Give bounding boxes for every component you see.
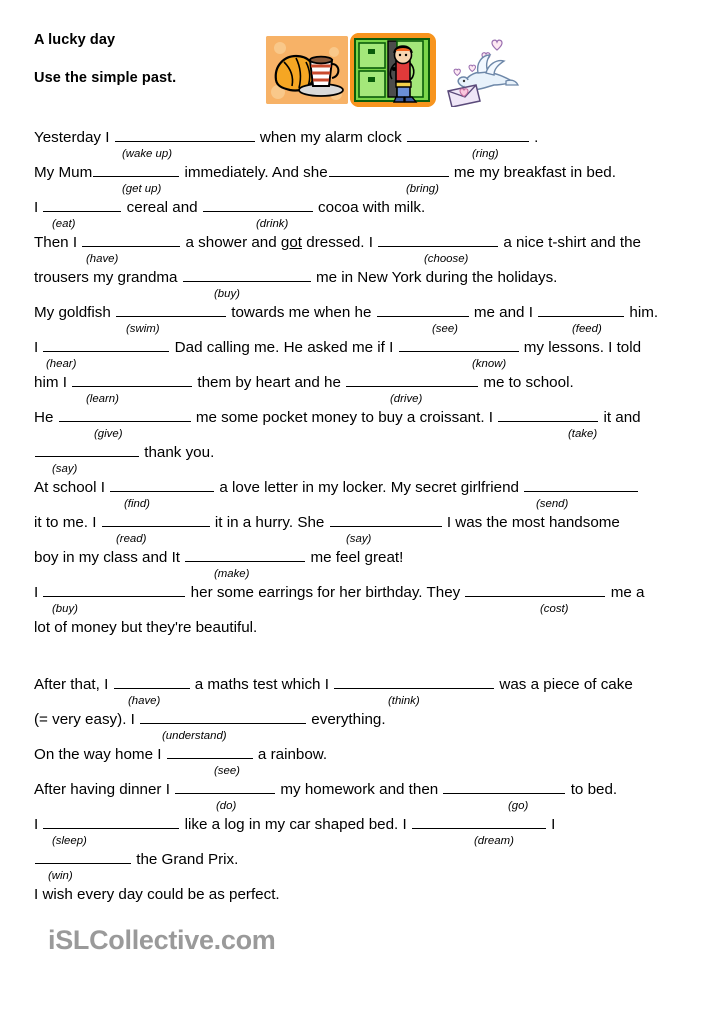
sentence-fragment: it and <box>599 409 641 426</box>
hint-row <box>34 638 702 651</box>
sentence-fragment: Dad calling me. He asked me if I <box>170 339 398 356</box>
answer-blank[interactable] <box>43 583 185 597</box>
sentence-fragment: me in New York during the holidays. <box>311 269 558 286</box>
underlined-word: got <box>280 234 303 251</box>
sentence-text <box>34 268 702 288</box>
answer-blank[interactable] <box>329 163 449 177</box>
sentence-fragment: like a log in my car shaped bed. I <box>180 816 411 833</box>
sentence-fragment: her some earrings for her birthday. They <box>186 584 465 601</box>
verb-hint: (get up) <box>122 183 162 195</box>
sentence-fragment: me some pocket money to buy a croissant. I <box>191 409 498 426</box>
verb-hint: (sleep) <box>52 835 87 847</box>
sentence-fragment: At school I <box>34 479 110 496</box>
answer-blank[interactable] <box>43 198 121 212</box>
sentence-fragment: a love letter in my locker. My secret girlfriend <box>215 479 524 496</box>
sentence-fragment: dressed. I <box>302 234 378 251</box>
verb-hint: (know) <box>472 358 507 370</box>
verb-hint: (think) <box>388 695 420 707</box>
answer-blank[interactable] <box>185 548 305 562</box>
sentence-text <box>34 303 702 323</box>
worksheet-line <box>34 850 702 885</box>
answer-blank[interactable] <box>59 408 191 422</box>
hint-row <box>34 765 702 778</box>
sentence-text <box>34 710 702 730</box>
verb-hint: (buy) <box>52 603 78 615</box>
verb-hint: (say) <box>52 463 78 475</box>
sentence-fragment: Then I <box>34 234 82 251</box>
answer-blank[interactable] <box>102 513 210 527</box>
worksheet-body <box>34 128 702 920</box>
sentence-fragment: to bed. <box>566 781 618 798</box>
answer-blank[interactable] <box>334 675 494 689</box>
islcollective-logo: iSLCollective.com <box>48 925 276 955</box>
sentence-text <box>34 478 702 498</box>
verb-hint: (dream) <box>474 835 514 847</box>
sentence-fragment: I <box>34 199 43 216</box>
sentence-fragment: a maths test which I <box>190 676 334 693</box>
verb-hint: (bring) <box>406 183 439 195</box>
sentence-text <box>34 198 702 218</box>
sentence-fragment: After that, I <box>34 676 113 693</box>
verb-hint: (find) <box>124 498 150 510</box>
hint-row <box>34 695 702 708</box>
verb-hint: (have) <box>86 253 119 265</box>
answer-blank[interactable] <box>538 303 624 317</box>
worksheet-line <box>34 710 702 745</box>
sentence-text <box>34 850 702 870</box>
answer-blank[interactable] <box>35 850 131 864</box>
answer-blank[interactable] <box>330 513 442 527</box>
answer-blank[interactable] <box>524 478 638 492</box>
worksheet-line <box>34 373 702 408</box>
hint-row <box>34 358 702 371</box>
answer-blank[interactable] <box>378 233 498 247</box>
answer-blank[interactable] <box>203 198 313 212</box>
verb-hint: (learn) <box>86 393 119 405</box>
sentence-fragment: He <box>34 409 58 426</box>
worksheet-line <box>34 338 702 373</box>
hint-row <box>34 148 702 161</box>
verb-hint: (see) <box>432 323 458 335</box>
hint-row <box>34 533 702 546</box>
verb-hint: (swim) <box>126 323 160 335</box>
answer-blank[interactable] <box>399 338 519 352</box>
worksheet-line <box>34 128 702 163</box>
sentence-fragment: I wish every day could be as perfect. <box>34 886 280 903</box>
answer-blank[interactable] <box>377 303 469 317</box>
sentence-fragment: it in a hurry. She <box>210 514 329 531</box>
sentence-fragment: everything. <box>307 711 386 728</box>
worksheet-line <box>34 675 702 710</box>
worksheet-line <box>34 233 702 268</box>
answer-blank[interactable] <box>43 338 169 352</box>
verb-hint: (buy) <box>214 288 240 300</box>
sentence-text <box>34 373 702 393</box>
hint-row <box>34 463 702 476</box>
sentence-fragment: . <box>529 129 539 146</box>
sentence-fragment: me to school. <box>479 374 574 391</box>
verb-hint: (drink) <box>256 218 289 230</box>
answer-blank[interactable] <box>407 128 529 142</box>
worksheet-line <box>34 163 702 198</box>
verb-hint: (choose) <box>424 253 469 265</box>
sentence-fragment: I <box>34 816 43 833</box>
verb-hint: (go) <box>508 800 529 812</box>
hint-row <box>34 218 702 231</box>
hint-row <box>34 905 702 918</box>
boy-at-lockers-image <box>350 33 436 107</box>
sentence-text <box>34 548 702 568</box>
worksheet-line <box>34 443 702 478</box>
sentence-text <box>34 583 702 603</box>
answer-blank[interactable] <box>175 780 275 794</box>
sentence-text <box>34 128 702 148</box>
verb-hint: (give) <box>94 428 123 440</box>
sentence-fragment: was a piece of cake <box>495 676 633 693</box>
worksheet-line <box>34 780 702 815</box>
hint-row <box>34 730 702 743</box>
sentence-text <box>34 780 702 800</box>
sentence-fragment: My Mum <box>34 164 93 181</box>
answer-blank[interactable] <box>346 373 478 387</box>
hint-row <box>34 253 702 266</box>
verb-hint: (drive) <box>390 393 423 405</box>
sentence-fragment: thank you. <box>140 444 215 461</box>
hint-row <box>34 835 702 848</box>
sentence-fragment: My goldfish <box>34 304 116 321</box>
sentence-fragment: I <box>34 584 43 601</box>
worksheet-line <box>34 548 702 583</box>
answer-blank[interactable] <box>443 780 565 794</box>
worksheet-line <box>34 303 702 338</box>
answer-blank[interactable] <box>72 373 192 387</box>
verb-hint: (send) <box>536 498 569 510</box>
sentence-fragment: towards me when he <box>227 304 376 321</box>
hint-row <box>34 393 702 406</box>
sentence-text <box>34 675 702 695</box>
worksheet-line <box>34 885 702 920</box>
answer-blank[interactable] <box>114 675 190 689</box>
hint-row <box>34 870 702 883</box>
answer-blank[interactable] <box>167 745 253 759</box>
sentence-fragment: me a <box>606 584 645 601</box>
sentence-text <box>34 815 702 835</box>
answer-blank[interactable] <box>140 710 306 724</box>
sentence-fragment: Yesterday I <box>34 129 114 146</box>
verb-hint: (say) <box>346 533 372 545</box>
sentence-fragment: On the way home I <box>34 746 166 763</box>
sentence-text <box>34 443 702 463</box>
worksheet-line <box>34 198 702 233</box>
sentence-fragment: when my alarm clock <box>255 129 406 146</box>
hint-row <box>34 603 702 616</box>
answer-blank[interactable] <box>116 303 226 317</box>
answer-blank[interactable] <box>115 128 255 142</box>
worksheet-line <box>34 583 702 618</box>
sentence-fragment: cereal and <box>122 199 202 216</box>
verb-hint: (hear) <box>46 358 77 370</box>
verb-hint: (wake up) <box>122 148 173 160</box>
worksheet-line <box>34 513 702 548</box>
answer-blank[interactable] <box>465 583 605 597</box>
sentence-fragment: me and I <box>469 304 538 321</box>
verb-hint: (see) <box>214 765 240 777</box>
sentence-fragment: boy in my class and It <box>34 549 185 566</box>
hint-row <box>34 568 702 581</box>
verb-hint: (do) <box>216 800 237 812</box>
verb-hint: (take) <box>568 428 598 440</box>
sentence-fragment: I <box>34 339 43 356</box>
sentence-text <box>34 513 702 533</box>
worksheet-line <box>34 268 702 303</box>
answer-blank[interactable] <box>498 408 598 422</box>
sentence-fragment: my homework and then <box>276 781 443 798</box>
dove-with-love-letter-image <box>442 35 520 107</box>
sentence-text <box>34 163 702 183</box>
sentence-fragment: immediately. And she <box>180 164 328 181</box>
answer-blank[interactable] <box>35 443 139 457</box>
sentence-fragment: the Grand Prix. <box>132 851 239 868</box>
answer-blank[interactable] <box>43 815 179 829</box>
sentence-fragment: him I <box>34 374 72 391</box>
verb-hint: (understand) <box>162 730 227 742</box>
answer-blank[interactable] <box>183 268 311 282</box>
clipart-strip <box>266 33 516 109</box>
instruction-text: Use the simple past. <box>34 70 177 86</box>
sentence-fragment: my lessons. I told <box>519 339 642 356</box>
sentence-text <box>34 408 702 428</box>
sentence-fragment: a nice t-shirt and the <box>499 234 641 251</box>
worksheet-line <box>34 408 702 443</box>
hint-row <box>34 800 702 813</box>
sentence-text <box>34 338 702 358</box>
verb-hint: (ring) <box>472 148 499 160</box>
answer-blank[interactable] <box>110 478 214 492</box>
worksheet-line <box>34 478 702 513</box>
page-title: A lucky day <box>34 32 116 48</box>
sentence-fragment: me feel great! <box>306 549 404 566</box>
answer-blank[interactable] <box>412 815 546 829</box>
verb-hint: (win) <box>48 870 73 882</box>
verb-hint: (eat) <box>52 218 76 230</box>
sentence-fragment: trousers my grandma <box>34 269 182 286</box>
sentence-fragment: me my breakfast in bed. <box>449 164 616 181</box>
answer-blank[interactable] <box>82 233 180 247</box>
sentence-fragment: I <box>546 816 556 833</box>
verb-hint: (feed) <box>572 323 602 335</box>
sentence-fragment: I was the most handsome <box>442 514 620 531</box>
worksheet-line <box>34 815 702 850</box>
sentence-text <box>34 885 702 905</box>
sentence-fragment: cocoa with milk. <box>313 199 426 216</box>
sentence-fragment: it to me. I <box>34 514 101 531</box>
answer-blank[interactable] <box>93 163 179 177</box>
sentence-fragment: a shower and <box>181 234 281 251</box>
sentence-fragment: lot of money but they're beautiful. <box>34 619 258 636</box>
hint-row <box>34 428 702 441</box>
hint-row <box>34 498 702 511</box>
sentence-fragment: him. <box>625 304 659 321</box>
sentence-fragment: (= very easy). I <box>34 711 140 728</box>
croissant-and-coffee-image <box>266 36 348 104</box>
sentence-fragment: them by heart and he <box>193 374 346 391</box>
verb-hint: (cost) <box>540 603 569 615</box>
sentence-text <box>34 745 702 765</box>
verb-hint: (read) <box>116 533 147 545</box>
hint-row <box>34 323 702 336</box>
sentence-fragment: a rainbow. <box>253 746 328 763</box>
worksheet-line <box>34 745 702 780</box>
worksheet-line <box>34 618 702 675</box>
verb-hint: (have) <box>128 695 161 707</box>
sentence-fragment: After having dinner I <box>34 781 175 798</box>
hint-row <box>34 183 702 196</box>
verb-hint: (make) <box>214 568 250 580</box>
sentence-text <box>34 618 702 638</box>
hint-row <box>34 288 702 301</box>
sentence-text <box>34 233 702 253</box>
